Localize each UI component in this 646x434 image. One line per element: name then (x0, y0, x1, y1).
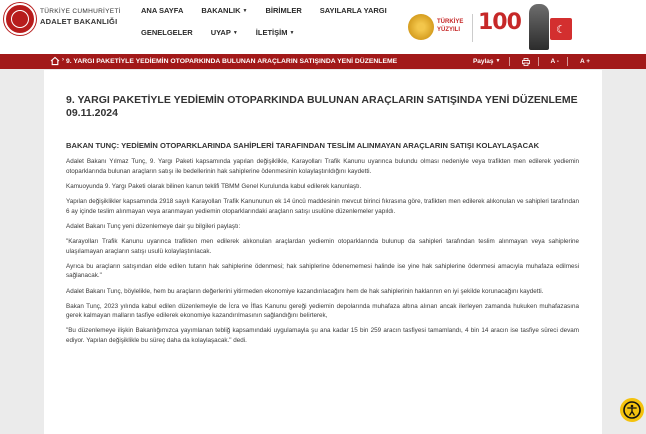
nav-sayilarla-yargi-label: SAYILARLA YARGI (319, 6, 387, 15)
nav-uyap-label: UYAP (210, 28, 231, 37)
brand-top: TÜRKİYE CUMHURİYETİ (40, 8, 121, 15)
nav-home-label: ANA SAYFA (141, 6, 184, 15)
header-divider (472, 14, 473, 42)
share-button[interactable] (473, 58, 501, 68)
accessibility-button[interactable] (620, 398, 644, 422)
article-date: 09.11.2024 (66, 107, 118, 119)
chevron-down-icon: ▼ (242, 8, 248, 15)
article-card (44, 70, 602, 434)
nav-birimler[interactable] (266, 6, 302, 15)
turkiye-line2: YÜZYILI (437, 27, 461, 33)
tool-divider (538, 57, 539, 66)
article-title: 9. YARGI PAKETİYLE YEDİEMİN OTOPARKINDA BULUNAN ARAÇLARIN SATIŞINDA YENİ DÜZENLEME (66, 94, 578, 106)
article-title-block (66, 94, 586, 120)
nav-bakanlik[interactable] (201, 6, 247, 15)
chevron-down-icon: ▼ (232, 30, 238, 37)
ataturk-portrait (529, 4, 549, 50)
nav-birimler-label: BİRİMLER (265, 6, 302, 15)
turkiye-line1: TÜRKİYE (437, 19, 464, 25)
nav-home[interactable] (141, 6, 183, 15)
breadcrumb-bar (0, 54, 646, 69)
nav-iletisim-label: İLETİŞİM (255, 28, 288, 37)
breadcrumb-separator: › (62, 57, 64, 63)
chevron-down-icon: ▼ (495, 57, 501, 64)
nav-uyap[interactable] (211, 28, 238, 37)
share-label: Paylaş (472, 57, 494, 65)
brand-bottom: ADALET BAKANLIĞI (40, 17, 118, 26)
chevron-down-icon: ▼ (289, 30, 295, 37)
article-paragraph: "Karayolları Trafik Kanunu uyarınca trafikten men edilerek alıkonulan araçlardan yediemin otoparklarında bulunup da sahipleri tarafından teslim alınmayan veya sahiplerine ulaşılamayan araçların satışı usulü kolaylaştırılacak. (66, 237, 579, 255)
article-paragraph: Yapılan değişiklikler kapsamında 2918 sayılı Karayolları Trafik Kanununun ek 14 üncü maddesinin mevcut birinci fıkrasına göre, trafikten men edilerek alıkonulan ve sahipleri tarafından 6 ay içinde teslim alınmayan veya aranmayan yediemin otoparklarındaki araçların satışı usulüne düzenlemeler yapıldı. (66, 197, 579, 215)
main-nav-row-1 (141, 6, 405, 15)
turkiye-yuzyili-icon (408, 14, 434, 40)
article-paragraph: Kamuoyunda 9. Yargı Paketi olarak bilinen kanun teklifi TBMM Genel Kurulunda kabul edilerek kanunlaştı. (66, 182, 362, 190)
print-button[interactable] (522, 58, 530, 68)
article-paragraph: Adalet Bakanı Yılmaz Tunç, 9. Yargı Paketi kapsamında yapılan değişiklikle, Karayolları Trafik Kanunu uyarınca bulundu olması nedeniyle veya trafikten men edilerek yediemin otoparklarında bulunan araçların satışı ile bedellerinin hak sahiplerine ödenmesinin kolaylaştırıldığını kaydetti. (66, 158, 579, 175)
nav-iletisim[interactable] (256, 28, 295, 37)
article-body (66, 157, 579, 351)
brand-text[interactable] (40, 8, 121, 26)
republic-100-logo[interactable]: 100 (478, 10, 521, 35)
nav-genelgeler[interactable] (141, 28, 193, 37)
article-paragraph: Bakan Tunç, 2023 yılında kabul edilen düzenlemeyle de İcra ve İflas Kanunu gereği yediemin depolarında muhafaza altına alınan ancak ilerleyen zamanda hukuken muhafazasına gerek kalmayan malların tasfiye edilerek ekonomiye kazandırılmasının sağlandığını belirterek, (66, 302, 579, 320)
logo-emblem (11, 10, 29, 28)
article-paragraph: Adalet Bakanı Tunç, böylelikle, hem bu araçların değerlerini yitirmeden ekonomiye kazandırılacağını hem de hak sahiplerinin haklarının en iyi şekilde korunacağını kaydetti. (66, 287, 544, 295)
nav-bakanlik-label: BAKANLIK (201, 6, 241, 15)
accessibility-icon (623, 401, 641, 419)
font-smaller-button[interactable]: A - (550, 57, 559, 65)
article-subtitle: BAKAN TUNÇ: YEDİEMİN OTOPARKLARINDA SAHİPLERİ TARAFINDAN TESLİM ALINMAYAN ARAÇLARIN SATIŞI KOLAYLAŞACAK (66, 141, 540, 150)
print-icon (522, 58, 530, 66)
main-nav-row-2 (141, 28, 312, 37)
article-paragraph: "Bu düzenlemeye ilişkin Bakanlığımızca yayımlanan tebliğ kapsamındaki uygulamayla şu ana kadar 15 bin 259 aracın tasfiyesi tamamlandı, 4 bin 14 aracın ise tasfiye süreci devam ediyor. Yapılan değişiklikle bu süreç daha da kolaylaşacak." dedi. (66, 327, 579, 345)
ministry-logo[interactable] (4, 3, 36, 35)
article-paragraph: Adalet Bakanı Tunç yeni düzenlemeye dair şu bilgileri paylaştı: (66, 222, 241, 230)
nav-sayilarla-yargi[interactable] (320, 6, 387, 15)
tool-divider (567, 57, 568, 66)
home-icon[interactable] (50, 56, 60, 66)
article-paragraph: Ayrıca bu araçların satışından elde edilen tutarın hak sahiplerine ödenmesi; hak sahiplerine ödenememesi halinde ise yine hak sahiplerine ödenmesi amacıyla muhafaza edilmesi sağlanacak." (66, 262, 579, 280)
font-larger-button[interactable]: A + (579, 57, 590, 65)
tool-divider (509, 57, 510, 66)
turkiye-yuzyili-logo[interactable] (437, 18, 463, 34)
page-tools (461, 58, 590, 68)
breadcrumb-current: 9. YARGI PAKETİYLE YEDİEMİN OTOPARKINDA BULUNAN ARAÇLARIN SATIŞINDA YENİ DÜZENLEME (66, 57, 398, 65)
turkish-flag-icon: ☾ (550, 18, 572, 40)
nav-genelgeler-label: GENELGELER (141, 28, 193, 37)
site-header (0, 0, 646, 54)
